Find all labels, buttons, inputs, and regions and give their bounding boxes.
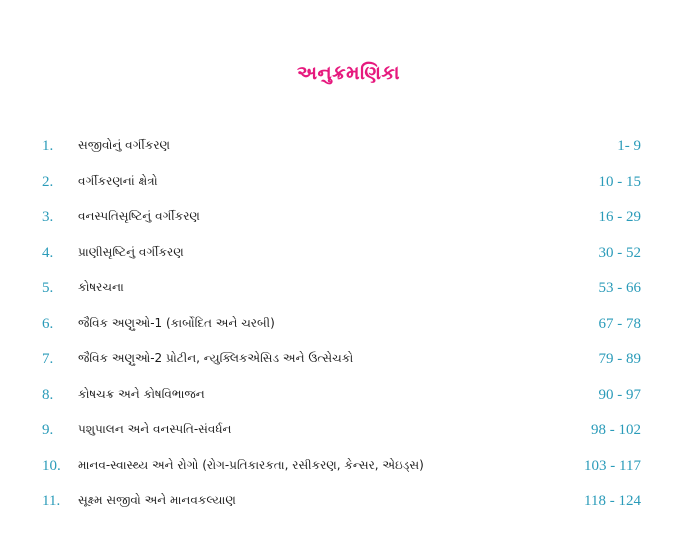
entry-pages: 98 - 102: [591, 422, 641, 438]
entry-number: 5.: [42, 280, 54, 296]
entry-title: જૈવિક અણુઓ-1 (કાર્બોદિત અને ચરબી): [78, 315, 275, 330]
entry-pages: 79 - 89: [598, 351, 641, 367]
entry-number: 8.: [42, 386, 54, 403]
entry-title: સજીવોનું વર્ગીકરણ: [78, 138, 170, 152]
toc-entry[interactable]: [0, 413, 697, 449]
toc-entry[interactable]: [0, 342, 697, 378]
entry-number: 1.: [42, 138, 54, 154]
toc-entry[interactable]: [0, 236, 697, 272]
entry-number: 2.: [42, 173, 54, 190]
entry-title: માનવ-સ્વાસ્થ્ય અને રોગો (રોગ-પ્રતિકારકતા, રસીકરણ, કેન્સર, એઇડ્સ): [78, 457, 424, 472]
entry-title: વર્ગીકરણનાં ક્ષેત્રો: [78, 173, 158, 188]
entry-number: 11.: [42, 493, 61, 509]
entry-pages: 67 - 78: [598, 315, 641, 332]
entry-pages: 103 - 117: [584, 457, 641, 474]
entry-number: 3.: [42, 209, 54, 225]
entry-number: 10.: [42, 457, 61, 474]
toc-entry[interactable]: [0, 378, 697, 414]
toc-entry[interactable]: [0, 307, 697, 343]
entry-pages: 30 - 52: [598, 244, 641, 261]
toc-entry[interactable]: [0, 449, 697, 485]
toc-entry[interactable]: [0, 200, 697, 236]
entry-number: 4.: [42, 244, 54, 261]
entry-number: 9.: [42, 422, 54, 438]
toc-entry[interactable]: [0, 165, 697, 201]
entry-title: પશુપાલન અને વનસ્પતિ-સંવર્ધન: [78, 422, 232, 436]
entry-pages: 53 - 66: [598, 280, 641, 296]
entry-title: પ્રાણીસૃષ્ટિનું વર્ગીકરણ: [78, 244, 184, 259]
entry-pages: 16 - 29: [598, 209, 641, 225]
toc-entry[interactable]: [0, 484, 697, 520]
entry-title: સૂક્ષ્મ સજીવો અને માનવકલ્યાણ: [78, 493, 236, 507]
entry-pages: 90 - 97: [598, 386, 641, 403]
entry-title: જૈવિક અણુઓ-2 પ્રોટીન, ન્યુક્લિકએસિડ અને ઉત્સેચકો: [78, 351, 354, 365]
entry-number: 7.: [42, 351, 54, 367]
entry-pages: 118 - 124: [584, 493, 641, 509]
entry-title: વનસ્પતિસૃષ્ટિનું વર્ગીકરણ: [78, 209, 200, 223]
toc-entry[interactable]: [0, 271, 697, 307]
entry-number: 6.: [42, 315, 54, 332]
toc-entry[interactable]: [0, 129, 697, 165]
entry-title: કોષચક્ર અને કોષવિભાજન: [78, 386, 205, 401]
entry-pages: 10 - 15: [598, 173, 641, 190]
page-title: અનુક્રમણિકા: [297, 62, 400, 84]
entry-title: કોષરચના: [78, 280, 124, 294]
entry-pages: 1- 9: [617, 138, 641, 154]
